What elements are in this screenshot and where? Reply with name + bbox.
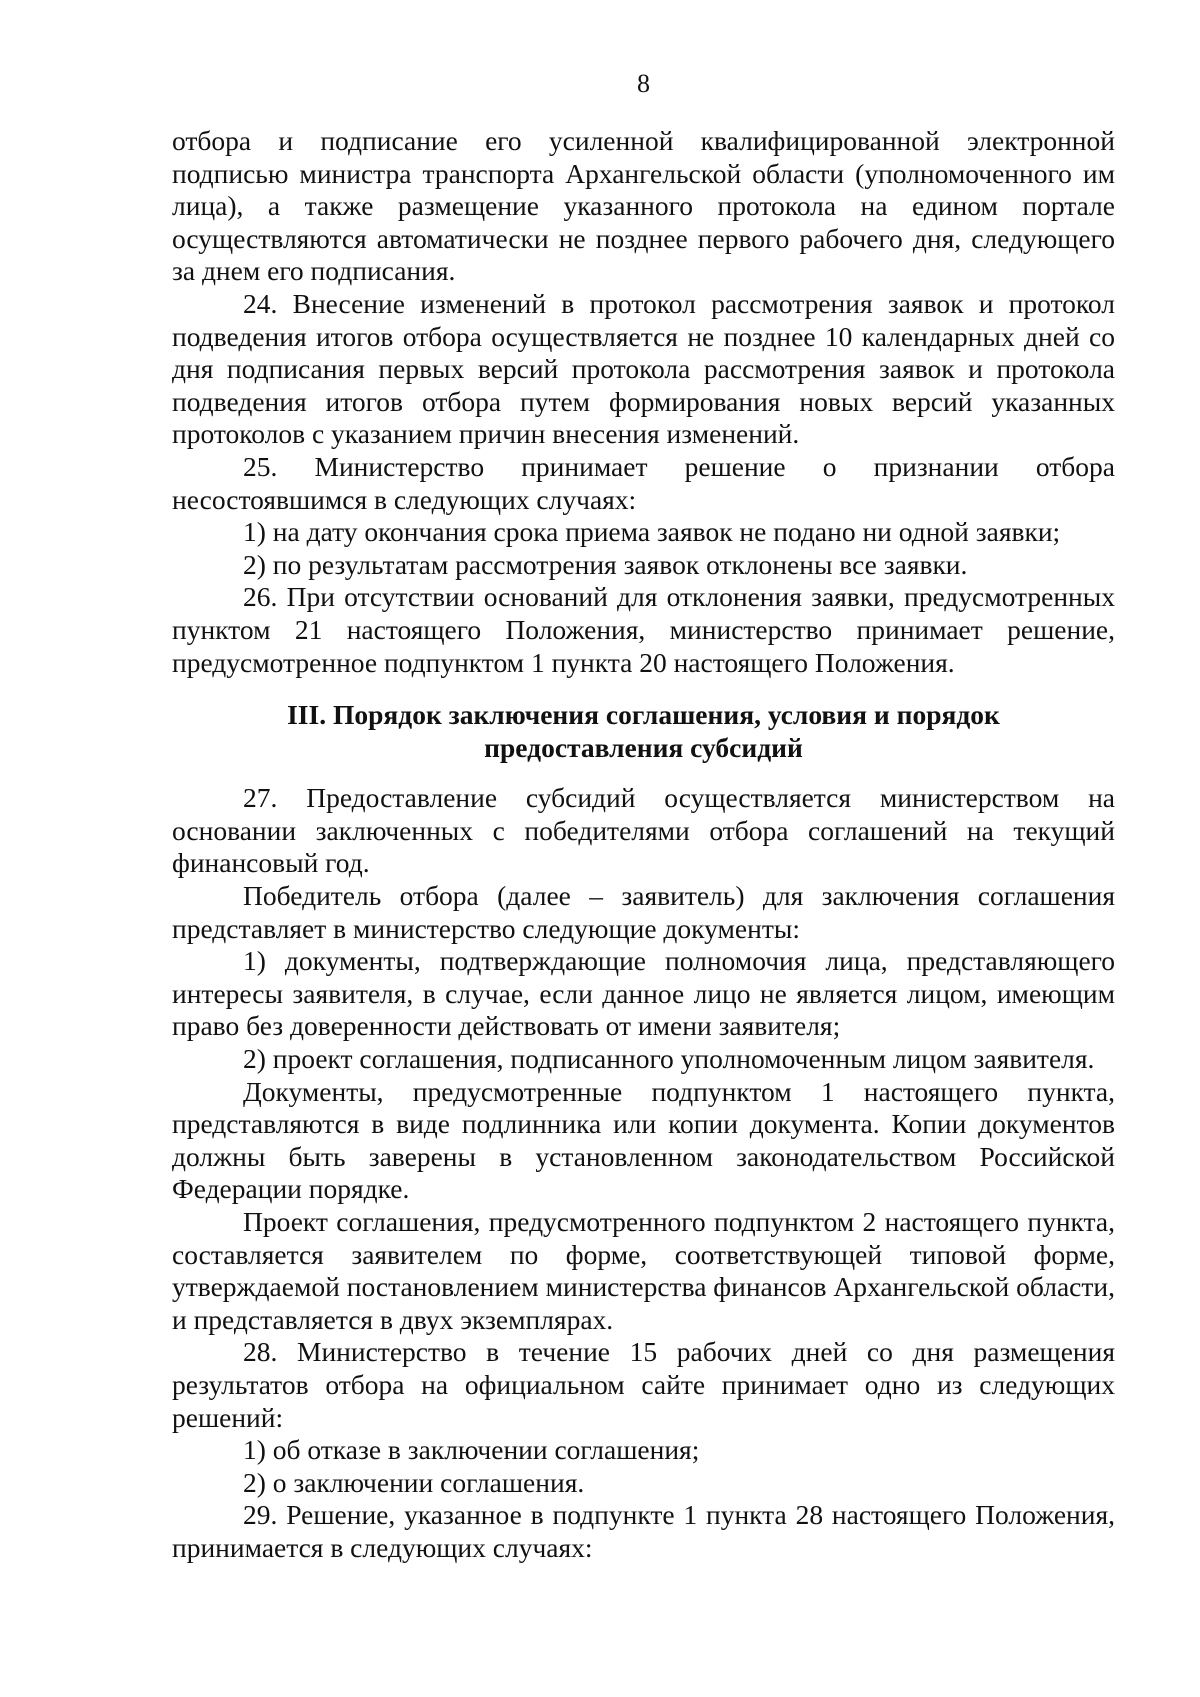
paragraph-27-documents: Документы, предусмотренные подпунктом 1 настоящего пункта, представляются в виде подлинника или копии документа. Копии документов должны быть заверены в установленном законодательством Российской Федерации порядке.	[172, 1075, 1115, 1205]
paragraph-24: 24. Внесение изменений в протокол рассмотрения заявок и протокол подведения итогов отбора осуществляется не позднее 10 календарных дней со дня подписания первых версий протокола рассмотрения заявок и протокола подведения итогов отбора путем формирования новых версий указанных протоколов с указанием причин внесения изменений.	[172, 287, 1115, 450]
section-heading-line-1: III. Порядок заключения соглашения, условия и порядок	[287, 699, 1000, 731]
paragraph-29: 29. Решение, указанное в подпункте 1 пункта 28 настоящего Положения, принимается в следующих случаях:	[172, 1499, 1115, 1563]
paragraph-25-item-2: 2) по результатам рассмотрения заявок отклонены все заявки.	[243, 548, 968, 580]
paragraph-27-item-2: 2) проект соглашения, подписанного уполномоченным лицом заявителя.	[243, 1043, 1095, 1075]
section-heading-line-2: предоставления субсидий	[484, 731, 803, 763]
paragraph-26: 26. При отсутствии оснований для отклонения заявки, предусмотренных пунктом 21 настоящего Положения, министерство принимает решение, предусмотренное подпунктом 1 пункта 20 настоящего Положения.	[172, 581, 1115, 678]
paragraph-27-winner: Победитель отбора (далее – заявитель) для заключения соглашения представляет в министерство следующие документы:	[172, 880, 1115, 944]
paragraph-continuation: отбора и подписание его усиленной квалифицированной электронной подписью министра транспорта Архангельской области (уполномоченного им лица), а также размещение указанного протокола на едином портале осуществляются автоматически не позднее первого рабочего дня, следующего за днем его подписания.	[172, 125, 1115, 287]
paragraph-27-draft: Проект соглашения, предусмотренного подпунктом 2 настоящего пункта, составляется заявителем по форме, соответствующей типовой форме, утверждаемой постановлением министерства финансов Архангельской области, и представляется в двух экземплярах.	[172, 1206, 1115, 1335]
paragraph-27-item-1: 1) документы, подтверждающие полномочия лица, представляющего интересы заявителя, в случае, если данное лицо не является лицом, имеющим право без доверенности действовать от имени заявителя;	[172, 945, 1115, 1042]
paragraph-28-item-1: 1) об отказе в заключении соглашения;	[243, 1434, 700, 1466]
paragraph-27: 27. Предоставление субсидий осуществляется министерством на основании заключенных с победителями отбора соглашений на текущий финансовый год.	[172, 782, 1115, 879]
page-number: 8	[637, 69, 650, 98]
section-heading	[172, 699, 1115, 764]
paragraph-28-item-2: 2) о заключении соглашения.	[243, 1466, 585, 1498]
paragraph-25: 25. Министерство принимает решение о признании отбора несостоявшимся в следующих случаях:	[172, 450, 1115, 515]
document-body	[172, 125, 1115, 1565]
paragraph-28: 28. Министерство в течение 15 рабочих дней со дня размещения результатов отбора на официальном сайте принимает одно из следующих решений:	[172, 1336, 1115, 1433]
paragraph-25-item-1: 1) на дату окончания срока приема заявок не подано ни одной заявки;	[243, 516, 1061, 548]
